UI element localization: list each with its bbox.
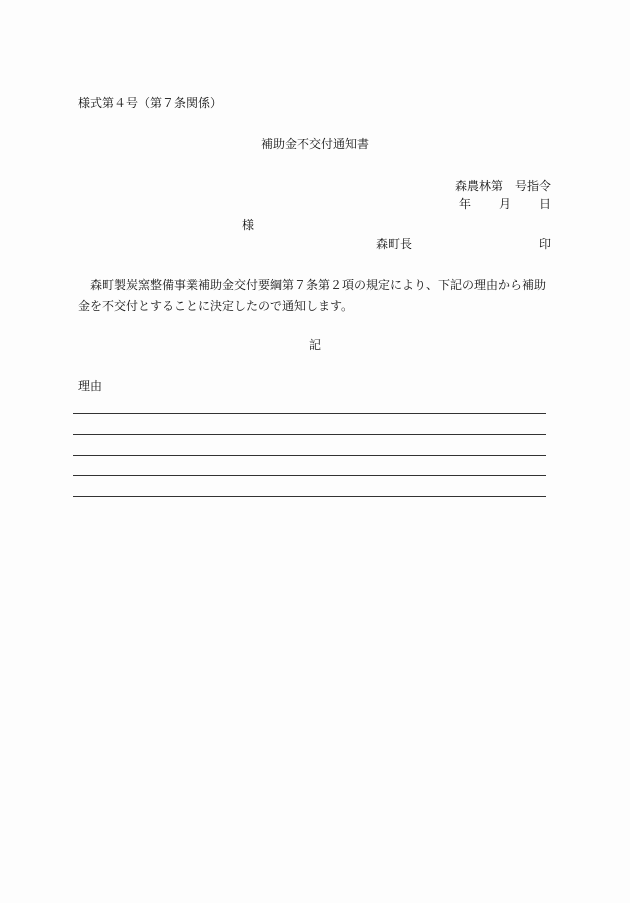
reason-line [73, 496, 546, 497]
document-number: 森農林第 号指令 [454, 179, 551, 193]
date-month: 月 [498, 197, 511, 211]
date-year: 年 [458, 197, 471, 211]
issuer-name: 森町長 [376, 237, 413, 251]
reason-label: 理由 [78, 379, 103, 393]
reason-line [73, 413, 546, 414]
date-day: 日 [538, 197, 551, 211]
form-number: 様式第４号（第７条関係） [78, 96, 223, 110]
reason-line [73, 475, 546, 476]
document-title: 補助金不交付通知書 [260, 137, 369, 151]
ki-heading: 記 [308, 338, 321, 352]
reason-line [73, 455, 546, 456]
body-text: 森町製炭窯整備事業補助金交付要綱第７条第２項の規定により、下記の理由から補助金を不交付とすることに決定したので通知します。 [78, 278, 547, 313]
addressee-suffix: 様 [242, 218, 255, 232]
date-line [459, 196, 551, 212]
reason-line [73, 434, 546, 435]
seal-mark: 印 [538, 237, 551, 251]
